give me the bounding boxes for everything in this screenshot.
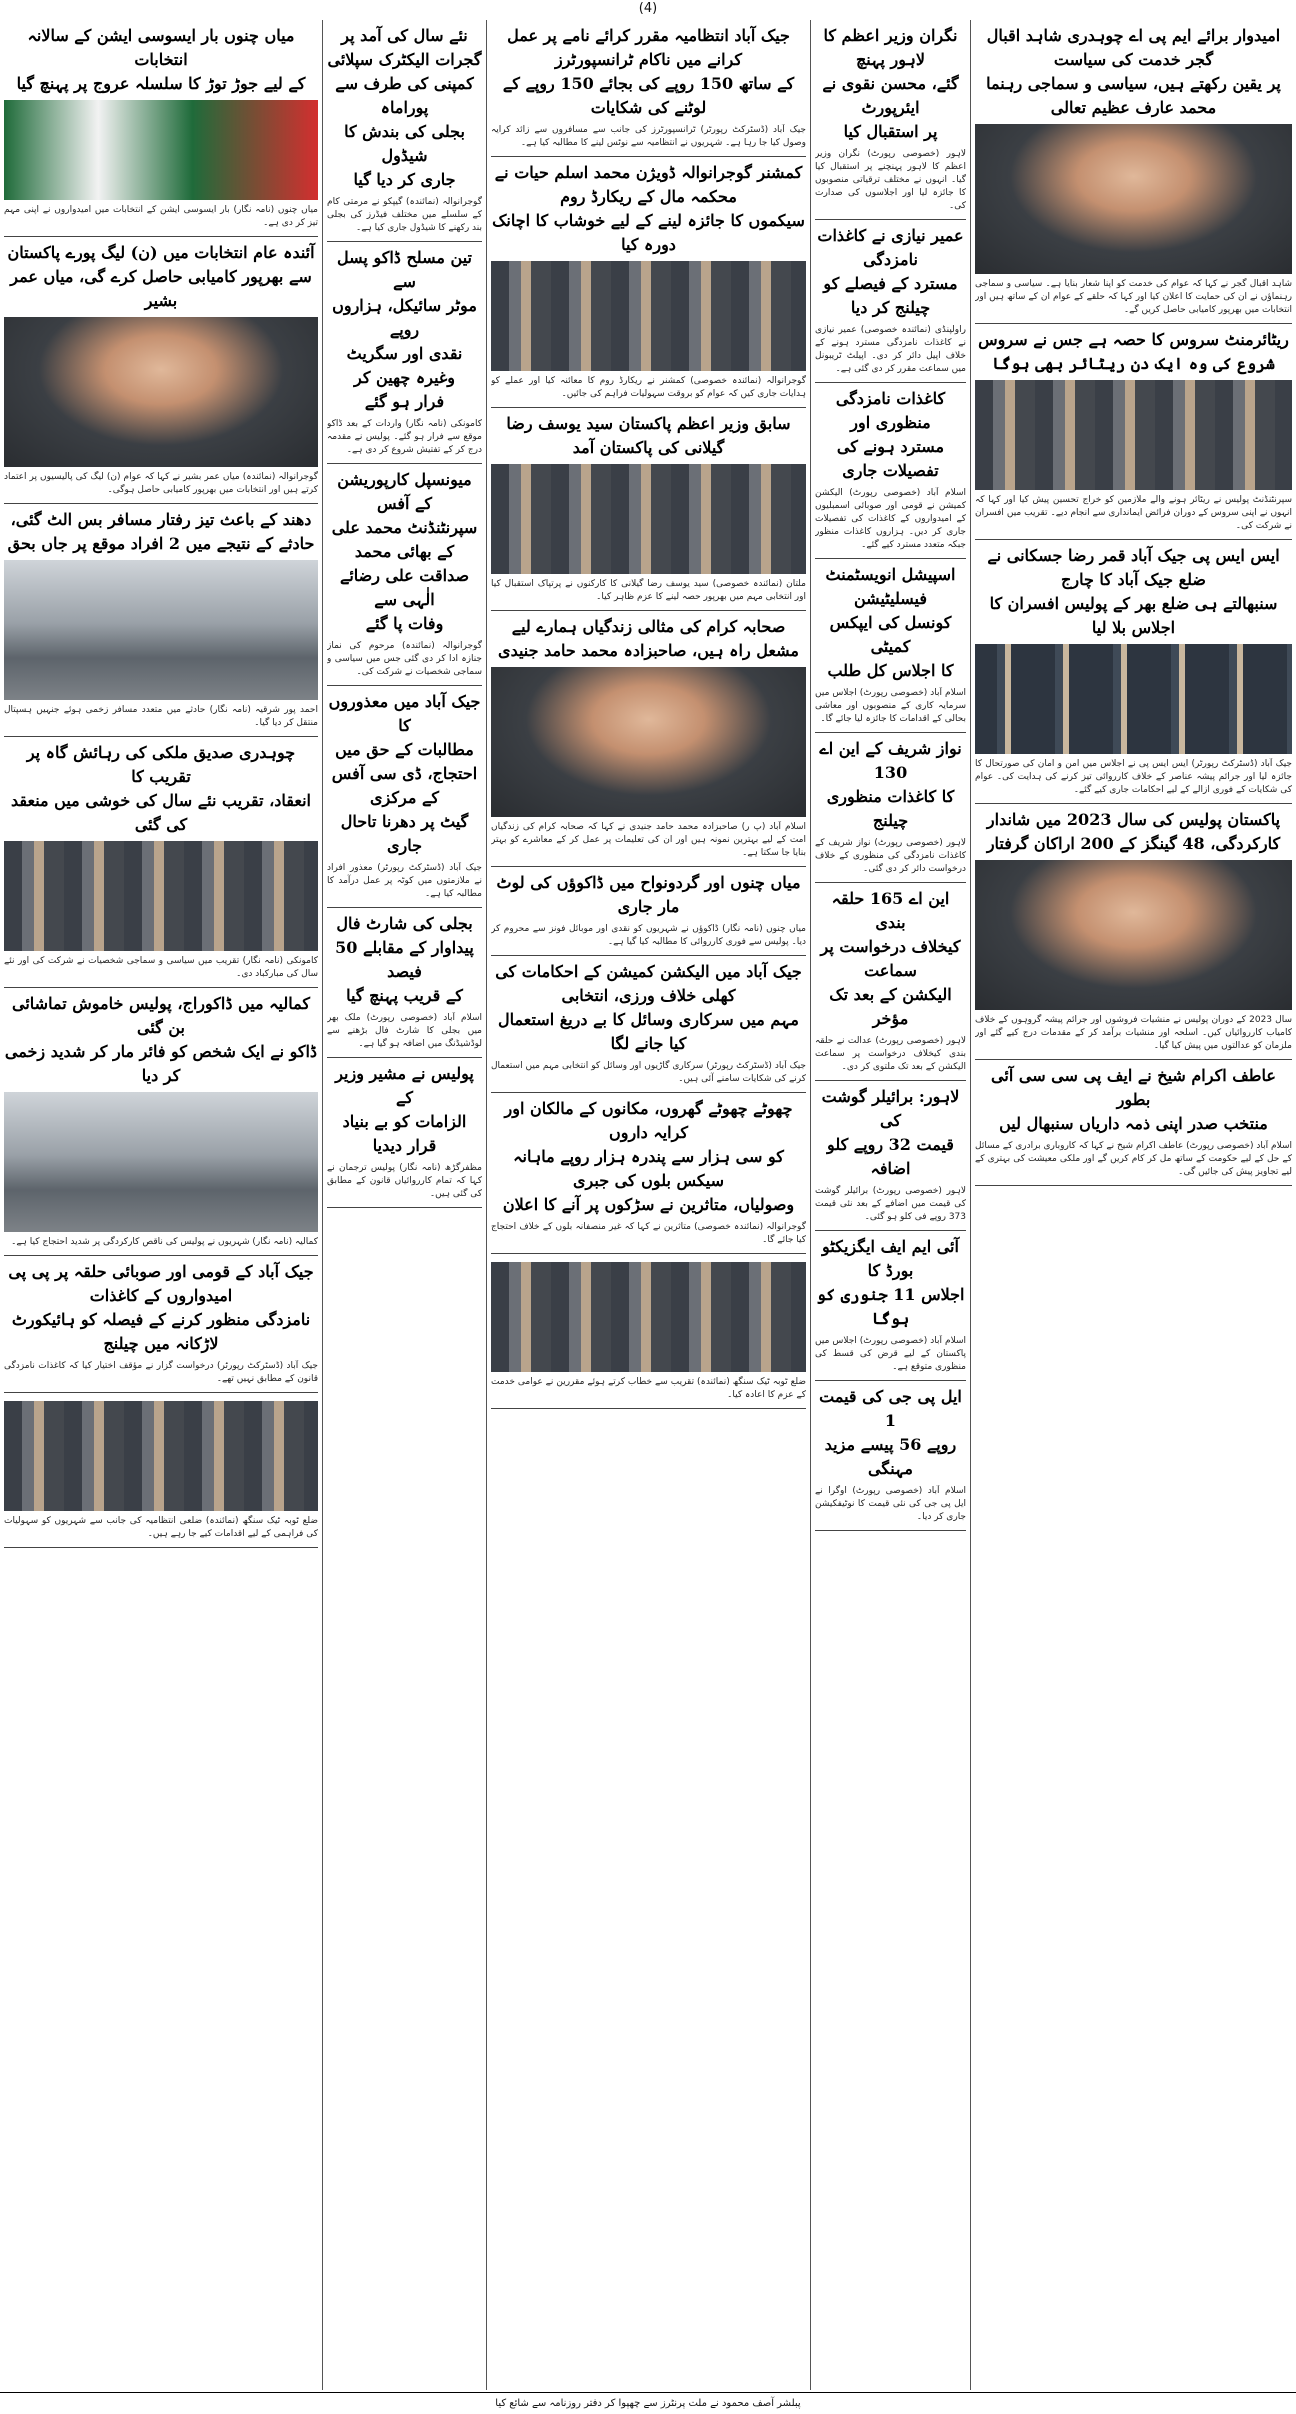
headline-line: کمپنی کی طرف سے پوراماہ bbox=[335, 74, 474, 117]
article bbox=[4, 237, 318, 504]
headline-line: عمیر نیازی نے کاغذات نامزدگی bbox=[817, 226, 964, 269]
headline-line: وفات پا گئے bbox=[365, 614, 444, 633]
headline-line: کمشنر گوجرانوالہ ڈویژن محمد اسلم حیات نے محکمہ مال کے ریکارڈ روم bbox=[494, 163, 803, 206]
headline-line: نئے سال کی آمد پر گجرات الیکٹرک سپلائی bbox=[327, 26, 482, 69]
article-body: اسلام آباد (خصوصی رپورٹ) ملک بھر میں بجلی کا شارٹ فال بڑھنے سے لوڈشیڈنگ میں اضافہ ہو گیا ہے۔ bbox=[327, 1013, 482, 1049]
article-headline bbox=[4, 24, 318, 96]
headline-line: لاہور: برائیلر گوشت کی bbox=[821, 1087, 960, 1130]
column-1 bbox=[970, 20, 1296, 2390]
headline-line: جیک آباد میں الیکشن کمیشن کے احکامات کی کھلی خلاف ورزی، انتخابی bbox=[495, 962, 802, 1005]
article bbox=[327, 1058, 482, 1208]
article-body: گوجرانوالہ (نمائندہ خصوصی) متاثرین نے کہا کہ غیر منصفانہ بلوں کے خلاف احتجاج کیا جائے گا۔ bbox=[491, 1222, 806, 1245]
article-headline bbox=[975, 544, 1292, 640]
article-headline bbox=[4, 1260, 318, 1356]
headline-line: میاں چنوں اور گردونواح میں ڈاکوؤں کی لوٹ مار جاری bbox=[496, 873, 801, 916]
headline-line: پر یقین رکھتے ہیں، سیاسی و سماجی رہنما محمد عارف عظیم تعالی bbox=[986, 74, 1281, 117]
article-body: جیک آباد (ڈسٹرکٹ رپورٹر) معذور افراد نے ملازمتوں میں کوٹہ پر عمل درآمد کا مطالبہ کیا ہے۔ bbox=[327, 863, 482, 899]
article bbox=[975, 540, 1292, 804]
headline-line: ریٹائرمنٹ سروس کا حصہ ہے جس نے سروس bbox=[978, 330, 1289, 349]
publisher-footer: پبلشر آصف محمود نے ملت پرنٹرز سے چھپوا کر دفتر روزنامہ سے شائع کیا bbox=[0, 2392, 1296, 2414]
article bbox=[491, 1254, 806, 1409]
article bbox=[327, 464, 482, 686]
headline-line: نواز شریف کے این اے 130 bbox=[819, 739, 962, 782]
article-headline bbox=[491, 1097, 806, 1217]
article-photo bbox=[975, 380, 1292, 490]
headline-line: کونسل کی ایپکس کمیٹی bbox=[829, 613, 952, 656]
article-photo bbox=[975, 860, 1292, 1010]
article-body: راولپنڈی (نمائندہ خصوصی) عمیر نیازی نے کاغذات نامزدگی مسترد ہونے کے خلاف اپیل دائر کر دی۔ اپیلٹ ٹریبونل میں سماعت مقرر کر دی گئی ہے۔ bbox=[815, 325, 966, 374]
article bbox=[815, 1231, 966, 1381]
article-headline bbox=[327, 468, 482, 636]
headline-line: روپے 56 پیسے مزید مہنگی bbox=[824, 1435, 957, 1478]
article-body: لاہور (خصوصی رپورٹ) نگران وزیر اعظم کا لاہور پہنچنے پر استقبال کیا گیا۔ انہوں نے مختلف ترقیاتی منصوبوں کا جائزہ لیا اور اجلاسوں کی صدارت کی۔ bbox=[815, 149, 966, 211]
article-body: اسلام آباد (خصوصی رپورٹ) اوگرا نے ایل پی جی کی نئی قیمت کا نوٹیفکیشن جاری کر دیا۔ bbox=[815, 1486, 966, 1522]
article-headline bbox=[327, 912, 482, 1008]
article-body: کامونکی (نامہ نگار) واردات کے بعد ڈاکو موقع سے فرار ہو گئے۔ پولیس نے مقدمہ درج کر کے تفتیش شروع کر دی ہے۔ bbox=[327, 419, 482, 455]
article-photo bbox=[975, 644, 1292, 754]
headline-line: قیمت 32 روپے کلو اضافہ bbox=[827, 1135, 954, 1178]
headline-line: پیداوار کے مقابلے 50 فیصد bbox=[335, 938, 474, 981]
article bbox=[975, 20, 1292, 324]
article-headline bbox=[815, 1235, 966, 1331]
article-headline bbox=[491, 871, 806, 919]
article-photo bbox=[491, 667, 806, 817]
article bbox=[815, 883, 966, 1081]
column-4 bbox=[322, 20, 486, 2390]
headline-line: آئندہ عام انتخابات میں (ن) لیگ پورے پاکستان bbox=[7, 243, 315, 262]
article-headline bbox=[815, 224, 966, 320]
headline-line: کاغذات نامزدگی منظوری اور bbox=[835, 389, 946, 432]
headline-line: امیدوار برائے ایم پی اے چوہدری شاہد اقبال گجر خدمت کی سیاست bbox=[986, 26, 1281, 69]
article bbox=[491, 867, 806, 956]
headline-line: میاں چنوں بار ایسوسی ایشن کے سالانہ انتخابات bbox=[27, 26, 295, 69]
article-body: ضلع ٹوبہ ٹیک سنگھ (نمائندہ) ضلعی انتظامیہ کی جانب سے شہریوں کو سہولیات کی فراہمی کے لیے اقدامات کیے جا رہے ہیں۔ bbox=[4, 1516, 318, 1539]
headline-line: پاکستان پولیس کی سال 2023 میں شاندار bbox=[986, 810, 1281, 829]
headline-line: کے قریب پہنچ گیا bbox=[346, 986, 463, 1005]
headline-line: این اے 165 حلقہ بندی bbox=[831, 889, 950, 932]
article bbox=[491, 408, 806, 611]
headline-line: پولیس نے مشیر وزیر کے bbox=[335, 1064, 474, 1107]
headline-line: آئی ایم ایف ایگزیکٹو بورڈ کا bbox=[822, 1237, 959, 1280]
headline-line: سیکموں کا جائزہ لینے کے لیے خوشاب کا اچانک دورہ کیا bbox=[492, 211, 805, 254]
article-headline bbox=[4, 992, 318, 1088]
article-body: اسلام آباد (خصوصی رپورٹ) الیکشن کمیشن نے قومی اور صوبائی اسمبلیوں کے امیدواروں کے کاغذات کی تفصیلات جاری کر دیں۔ ہزاروں کاغذات منظور جبکہ متعدد مسترد کیے گئے۔ bbox=[815, 488, 966, 550]
headline-line: جیک آباد انتظامیہ مقرر کرائے نامے پر عمل کرانے میں ناکام ٹرانسپورٹرز bbox=[507, 26, 790, 69]
headline-line: کارکردگی، 48 گینگز کے 200 اراکان گرفتار bbox=[986, 834, 1281, 853]
headline-line: صحابہ کرام کی مثالی زندگیاں ہمارے لیے bbox=[511, 617, 786, 636]
article-headline bbox=[491, 960, 806, 1056]
article bbox=[491, 157, 806, 408]
headline-line: کو سی ہزار سے پندرہ ہزار روپے ماہانہ سیکس بلوں کی جبری bbox=[513, 1147, 784, 1190]
headline-line: مشعل راہ ہیں، صاحبزادہ محمد حامد جنیدی bbox=[498, 641, 799, 660]
article-photo bbox=[4, 1092, 318, 1232]
headline-line: ایل پی جی کی قیمت 1 bbox=[819, 1387, 962, 1430]
column-3 bbox=[486, 20, 810, 2390]
headline-line: کا اجلاس کل طلب bbox=[827, 661, 954, 680]
article-body: لاہور (خصوصی رپورٹ) نواز شریف کے کاغذات نامزدگی کی منظوری کے خلاف درخواست دائر کر دی گئی۔ bbox=[815, 838, 966, 874]
headline-line: مسترد کے فیصلے کو چیلنج کر دیا bbox=[823, 274, 958, 317]
article bbox=[327, 686, 482, 908]
headline-line: مہم میں سرکاری وسائل کا بے دریغ استعمال کیا جانے لگا bbox=[497, 1010, 799, 1053]
column-2 bbox=[810, 20, 970, 2390]
article-headline bbox=[491, 412, 806, 460]
article-headline bbox=[327, 24, 482, 192]
headline-line: چھوٹے چھوٹے گھروں، مکانوں کے مالکان اور کرایہ داروں bbox=[504, 1099, 793, 1142]
article-headline bbox=[327, 690, 482, 858]
article-photo bbox=[4, 317, 318, 467]
article bbox=[975, 1060, 1292, 1186]
article-body: مظفرگڑھ (نامہ نگار) پولیس ترجمان نے کہا کہ تمام کارروائیاں قانون کے مطابق کی گئی ہیں۔ bbox=[327, 1163, 482, 1199]
article bbox=[4, 504, 318, 737]
headline-line: جیک آباد میں معذوروں کا bbox=[328, 692, 481, 735]
article bbox=[4, 1256, 318, 1393]
article bbox=[327, 242, 482, 464]
headline-line: نامزدگی منظور کرنے کے فیصلہ کو ہائیکورٹ لاڑکانہ میں چیلنج bbox=[11, 1310, 311, 1353]
article-headline bbox=[815, 1085, 966, 1181]
newspaper-columns bbox=[0, 20, 1296, 2390]
article-headline bbox=[4, 741, 318, 837]
headline-line: کمالیہ میں ڈاکوراج، پولیس خاموش تماشائی بن گئی bbox=[12, 994, 310, 1037]
article-photo bbox=[491, 464, 806, 574]
headline-line: نگران وزیر اعظم کا لاہور پہنچ bbox=[823, 26, 958, 69]
headline-line: انعقاد، تقریب نئے سال کی خوشی میں منعقد کی گئی bbox=[10, 791, 311, 834]
article-body: میاں چنوں (نامہ نگار) ڈاکوؤں نے شہریوں کو نقدی اور موبائل فونز سے محروم کر دیا۔ پولیس سے فوری کارروائی کا مطالبہ کیا گیا ہے۔ bbox=[491, 924, 806, 947]
article-headline bbox=[4, 508, 318, 556]
article-body: جیک آباد (ڈسٹرکٹ رپورٹر) ٹرانسپورٹرز کی جانب سے مسافروں سے زائد کرایہ وصول کیا جا رہا ہے۔ شہریوں نے انتظامیہ سے نوٹس لینے کا مطالبہ کیا ہے۔ bbox=[491, 125, 806, 148]
article bbox=[491, 611, 806, 867]
headline-line: ایس ایس پی جیک آباد قمر رضا جسکانی نے ضلع جیک آباد کا چارج bbox=[987, 546, 1280, 589]
headline-line: احتجاج، ڈی سی آفس کے مرکزی bbox=[331, 764, 478, 807]
article bbox=[815, 733, 966, 883]
headline-line: الیکشن کے بعد تک مؤخر bbox=[829, 985, 952, 1028]
headline-line: چوہدری صدیق ملکی کی رہائش گاہ پر تقریب کا bbox=[26, 743, 296, 786]
headline-line: موٹر سائیکل، ہزاروں روپے bbox=[332, 296, 477, 339]
article bbox=[815, 1081, 966, 1231]
headline-line: گئے، محسن نقوی نے ایئرپورٹ bbox=[822, 74, 959, 117]
headline-line: وصولیاں، متاثرین نے سڑکوں پر آنے کا اعلان bbox=[502, 1195, 795, 1214]
article-headline bbox=[975, 328, 1292, 376]
article-headline bbox=[975, 808, 1292, 856]
article bbox=[815, 559, 966, 733]
article-headline bbox=[815, 1385, 966, 1481]
article bbox=[4, 988, 318, 1256]
article-body: سپرنٹنڈنٹ پولیس نے ریٹائر ہونے والے ملازمین کو خراج تحسین پیش کیا اور کہا کہ انہوں نے اپنی سروس کے دوران فرائض ایمانداری سے انجام دیے۔ تقریب میں افسران نے شرکت کی۔ bbox=[975, 495, 1292, 531]
article-photo bbox=[4, 100, 318, 200]
headline-line: مسترد ہونے کی تفصیلات جاری bbox=[836, 437, 945, 480]
headline-line: جاری کر دیا گیا bbox=[353, 170, 456, 189]
article-photo bbox=[4, 560, 318, 700]
headline-line: سابق وزیر اعظم پاکستان سید یوسف رضا گیلانی کی پاکستان آمد bbox=[506, 414, 791, 457]
column-5 bbox=[0, 20, 322, 2390]
article-photo bbox=[4, 841, 318, 951]
headline-line: کے لیے جوڑ توڑ کا سلسلہ عروج پر پہنچ گیا bbox=[16, 74, 306, 93]
article-headline bbox=[4, 241, 318, 313]
article-photo bbox=[4, 1401, 318, 1511]
article-headline bbox=[815, 737, 966, 833]
headline-line: نقدی اور سگریٹ وغیرہ چھین کر bbox=[346, 344, 463, 387]
article-body: ضلع ٹوبہ ٹیک سنگھ (نمائندہ) تقریب سے خطاب کرتے ہوئے مقررین نے عوامی خدمت کے عزم کا اعادہ کیا۔ bbox=[491, 1377, 806, 1400]
headline-line: اسپیشل انویسٹمنٹ فیسلیٹیشن bbox=[825, 565, 956, 608]
article-body: جیک آباد (ڈسٹرکٹ رپورٹر) سرکاری گاڑیوں اور وسائل کو انتخابی مہم میں استعمال کرنے کی شکایات سامنے آئی ہیں۔ bbox=[491, 1061, 806, 1084]
headline-line: بجلی کی بندش کا شیڈول bbox=[344, 122, 465, 165]
article-body: کمالیہ (نامہ نگار) شہریوں نے پولیس کی ناقص کارکردگی پر شدید احتجاج کیا ہے۔ bbox=[11, 1237, 318, 1247]
article bbox=[815, 383, 966, 559]
article-body: میاں چنوں (نامہ نگار) بار ایسوسی ایشن کے انتخابات میں امیدواروں نے اپنی مہم تیز کر دی ہے۔ bbox=[4, 205, 318, 228]
article-body: اسلام آباد (خصوصی رپورٹ) اجلاس میں سرمایہ کاری کے منصوبوں اور معاشی بحالی کے اقدامات کا جائزہ لیا جائے گا۔ bbox=[815, 688, 966, 724]
article bbox=[491, 20, 806, 157]
headline-line: فرار ہو گئے bbox=[364, 392, 445, 411]
headline-line: بجلی کی شارٹ فال bbox=[336, 914, 473, 933]
article bbox=[815, 20, 966, 220]
article-body: اسلام آباد (پ ر) صاحبزادہ محمد حامد جنیدی نے کہا کہ صحابہ کرام کی زندگیاں امت کے لیے بہترین نمونہ ہیں اور ان کی تعلیمات پر عمل کر کے معاشرے کو بہتر بنایا جا سکتا ہے۔ bbox=[491, 822, 806, 858]
headline-line: کا کاغذات منظوری چیلنج bbox=[826, 787, 955, 830]
headline-line: حادثے کے نتیجے میں 2 افراد موقع پر جاں بحق bbox=[7, 534, 315, 553]
article bbox=[4, 1393, 318, 1548]
article-headline bbox=[491, 24, 806, 120]
headline-line: سنبھالتے ہی ضلع بھر کے پولیس افسران کا اجلاس بلا لیا bbox=[989, 594, 1278, 637]
headline-line: کے ساتھ 150 روپے کی بجائے 150 روپے کے لوٹنے کی شکایات bbox=[502, 74, 795, 117]
article-headline bbox=[815, 24, 966, 144]
headline-line: صداقت علی رضائے الٰہی سے bbox=[339, 566, 470, 609]
headline-line: الزامات کو بے بنیاد قرار دیدیا bbox=[342, 1112, 467, 1155]
article bbox=[491, 1093, 806, 1254]
article-body: گوجرانوالہ (نمائندہ) گیپکو نے مرمتی کام کے سلسلے میں مختلف فیڈرز کی بجلی بند رکھنے کا شیڈول جاری کیا ہے۔ bbox=[327, 197, 482, 233]
article-headline bbox=[491, 615, 806, 663]
article bbox=[4, 737, 318, 988]
article bbox=[4, 20, 318, 237]
article-body: لاہور (خصوصی رپورٹ) برائیلر گوشت کی قیمت میں اضافے کے بعد نئی قیمت 373 روپے فی کلو ہو گئی۔ bbox=[815, 1186, 966, 1222]
article-headline bbox=[815, 387, 966, 483]
article-headline bbox=[815, 887, 966, 1031]
article-body: گوجرانوالہ (نمائندہ خصوصی) کمشنر نے ریکارڈ روم کا معائنہ کیا اور عملے کو ہدایات جاری کیں کہ عوام کو بروقت سہولیات فراہم کی جائیں۔ bbox=[491, 376, 806, 399]
page-number: (4) bbox=[638, 1, 658, 16]
article-photo bbox=[491, 261, 806, 371]
article-body: جیک آباد (ڈسٹرکٹ رپورٹر) درخواست گزار نے مؤقف اختیار کیا کہ کاغذات نامزدگی قانون کے مطابق نہیں تھے۔ bbox=[4, 1361, 318, 1384]
headline-line: اجلاس 11 جنوری کو ہوگا bbox=[816, 1285, 965, 1328]
article-headline bbox=[815, 563, 966, 683]
headline-line: ڈاکو نے ایک شخص کو فائر مار کر شدید زخمی کر دیا bbox=[4, 1042, 318, 1085]
article-body: احمد پور شرقیہ (نامہ نگار) حادثے میں متعدد مسافر زخمی ہوئے جنہیں ہسپتال منتقل کر دیا گیا۔ bbox=[4, 705, 318, 728]
article-photo bbox=[491, 1262, 806, 1372]
article-headline bbox=[491, 161, 806, 257]
article-body: گوجرانوالہ (نمائندہ) مرحوم کی نماز جنازہ ادا کر دی گئی جس میں سیاسی و سماجی شخصیات نے شرکت کی۔ bbox=[327, 641, 482, 677]
article-body: جیک آباد (ڈسٹرکٹ رپورٹر) ایس ایس پی نے اجلاس میں امن و امان کی صورتحال کا جائزہ لیا اور جرائم پیشہ عناصر کے خلاف کارروائی تیز کرنے کی ہدایت کی۔ عوام کی شکایات کے فوری ازالے کے لیے احکامات جاری کیے گئے۔ bbox=[975, 759, 1292, 795]
article bbox=[327, 908, 482, 1058]
headline-line: جیک آباد کے قومی اور صوبائی حلقہ پر پی پی امیدواروں کے کاغذات bbox=[8, 1262, 314, 1305]
headline-line: تین مسلح ڈاکو پسل سے bbox=[337, 248, 472, 291]
headline-line: مطالبات کے حق میں bbox=[335, 740, 474, 759]
article bbox=[491, 956, 806, 1093]
headline-line: پر استقبال کیا bbox=[843, 122, 938, 141]
article-body: اسلام آباد (خصوصی رپورٹ) اجلاس میں پاکستان کے لیے قرض کی قسط کی منظوری متوقع ہے۔ bbox=[815, 1336, 966, 1372]
headline-line: شروع کی وہ ایک دن ریٹائر بھی ہوگا bbox=[992, 354, 1275, 373]
headline-line: منتخب صدر اپنی ذمہ داریاں سنبھال لیں bbox=[999, 1114, 1268, 1133]
headline-line: کیخلاف درخواست پر سماعت bbox=[820, 937, 961, 980]
headline-line: گیٹ پر دھرنا تاحال جاری bbox=[340, 812, 469, 855]
article bbox=[327, 20, 482, 242]
article-photo bbox=[975, 124, 1292, 274]
article-body: ملتان (نمائندہ خصوصی) سید یوسف رضا گیلانی کا کارکنوں نے پرتپاک استقبال کیا اور انتخابی مہم میں بھرپور حصہ لینے کا عزم ظاہر کیا۔ bbox=[491, 579, 806, 602]
headline-line: عاطف اکرام شیخ نے ایف پی سی سی آئی بطور bbox=[991, 1066, 1276, 1109]
article bbox=[815, 220, 966, 383]
article-body: گوجرانوالہ (نمائندہ) میاں عمر بشیر نے کہا کہ عوام (ن) لیگ کی پالیسیوں پر اعتماد کرتے ہیں اور انتخابات میں بھرپور کامیابی حاصل ہوگی۔ bbox=[4, 472, 318, 495]
article-body: اسلام آباد (خصوصی رپورٹ) عاطف اکرام شیخ نے کہا کہ کاروباری برادری کے مسائل کے حل کے لیے حکومت کے ساتھ مل کر کام کریں گے اور ملکی معیشت کی بہتری کے لیے تجاویز پیش کی جائیں گی۔ bbox=[975, 1141, 1292, 1177]
headline-line: دھند کے باعث تیز رفتار مسافر بس الٹ گئی، bbox=[10, 510, 312, 529]
headline-line: سے بھرپور کامیابی حاصل کرے گی، میاں عمر بشیر bbox=[10, 267, 312, 310]
article-headline bbox=[975, 1064, 1292, 1136]
article-headline bbox=[327, 246, 482, 414]
article-headline bbox=[327, 1062, 482, 1158]
article bbox=[975, 324, 1292, 540]
article-body: شاہد اقبال گجر نے کہا کہ عوام کی خدمت کو اپنا شعار بنایا ہے۔ سیاسی و سماجی رہنماؤں نے ان کی حمایت کا اعلان کیا اور کہا کہ حلقے کے عوام ان کے ساتھ ہیں اور انتخابات میں بھرپور کامیابی حاصل کریں گے۔ bbox=[975, 279, 1292, 315]
article-body: لاہور (خصوصی رپورٹ) عدالت نے حلقہ بندی کیخلاف درخواست پر سماعت الیکشن کے بعد تک ملتوی کر دی۔ bbox=[815, 1036, 966, 1072]
article bbox=[975, 804, 1292, 1060]
headline-line: سپرنٹنڈنٹ محمد علی کے بھائی محمد bbox=[331, 518, 478, 561]
article-body: کامونکی (نامہ نگار) تقریب میں سیاسی و سماجی شخصیات نے شرکت کی اور نئے سال کی مبارکباد دی۔ bbox=[4, 956, 318, 979]
headline-line: میونسپل کارپوریشن کے آفس bbox=[337, 470, 472, 513]
article-body: سال 2023 کے دوران پولیس نے منشیات فروشوں اور جرائم پیشہ گروہوں کے خلاف کامیاب کارروائیاں کیں۔ اسلحہ اور منشیات برآمد کر کے مقدمات درج کیے گئے اور ملزمان کو عدالتوں میں پیش کیا گیا۔ bbox=[975, 1015, 1292, 1051]
article bbox=[815, 1381, 966, 1531]
article-headline bbox=[975, 24, 1292, 120]
